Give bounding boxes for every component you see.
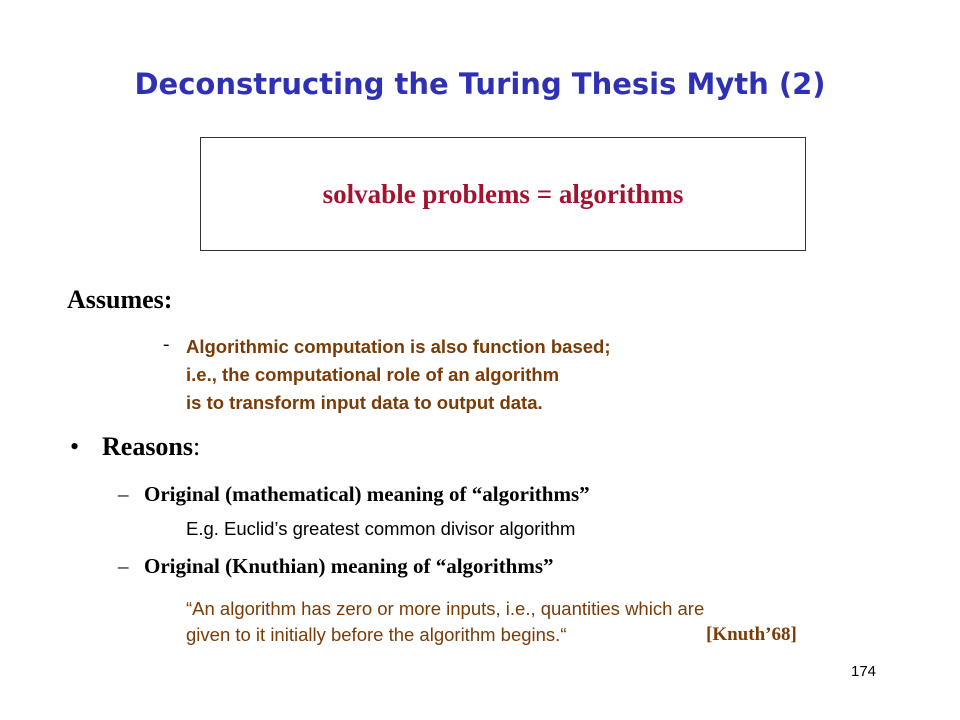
reasons-heading-line	[102, 432, 200, 462]
assumes-line-1: Algorithmic computation is also function based;	[186, 336, 611, 357]
definition-text: solvable problems = algorithms	[322, 178, 684, 209]
assumes-line-3: is to transform input data to output data.	[186, 392, 543, 413]
knuth-citation: [Knuth’68]	[706, 624, 797, 645]
knuth-quote-line-2: given to it initially before the algorithm begins.“	[186, 624, 567, 645]
reason-2-dash: –	[118, 554, 129, 578]
assumes-heading: Assumes:	[67, 285, 173, 314]
page-number: 174	[851, 663, 877, 680]
knuth-quote-line-1: “An algorithm has zero or more inputs, i.e., quantities which are	[186, 598, 705, 619]
reason-1-detail: E.g. Euclid’s greatest common divisor algorithm	[186, 518, 576, 539]
slide-title: Deconstructing the Turing Thesis Myth (2)	[134, 67, 826, 101]
reasons-heading: Reasons	[102, 432, 194, 461]
reasons-bullet: •	[70, 432, 80, 461]
reasons-colon: :	[193, 432, 201, 461]
assumes-dash: -	[163, 334, 170, 355]
reason-1-dash: –	[118, 482, 129, 506]
definition-box	[200, 137, 806, 251]
reason-2-heading: Original (Knuthian) meaning of “algorithms”	[144, 554, 554, 578]
reason-1-heading: Original (mathematical) meaning of “algorithms”	[144, 482, 590, 506]
assumes-line-2: i.e., the computational role of an algorithm	[186, 364, 560, 385]
